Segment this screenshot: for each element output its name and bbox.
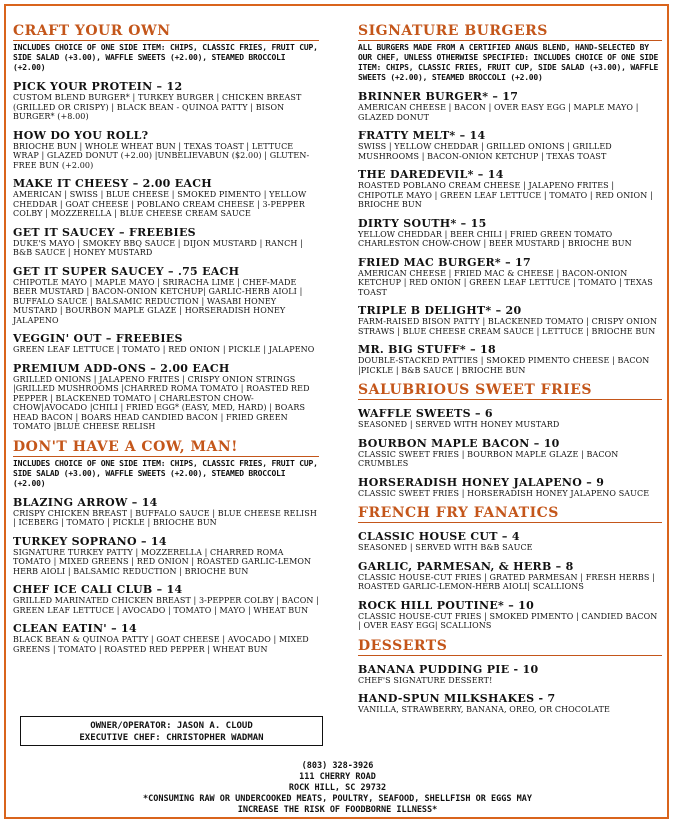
menu-item-name: DIRTY SOUTH* – 15 — [358, 216, 487, 230]
menu-item — [13, 497, 319, 528]
footer — [0, 761, 675, 816]
menu-item-description: CLASSIC SWEET FRIES | HORSERADISH HONEY JALAPENO SAUCE — [358, 488, 650, 498]
menu-item-description: AMERICAN CHEESE | BACON | OVER EASY EGG | MAPLE MAYO | GLAZED DONUT — [358, 103, 639, 122]
left-column — [13, 24, 319, 662]
menu-item — [13, 178, 319, 219]
menu-item — [358, 130, 662, 161]
menu-item-name: GET IT SUPER SAUCEY – .75 EACH — [13, 264, 240, 278]
consumer-warning: *CONSUMING RAW OR UNDERCOOKED MEATS, POULTRY, SEAFOOD, SHELLFISH OR EGGS MAY — [143, 794, 532, 804]
menu-item-name: PREMIUM ADD-ONS – 2.00 EACH — [13, 361, 230, 375]
menu-item — [358, 664, 662, 686]
menu-item-description: DUKE'S MAYO | SMOKEY BBQ SAUCE | DIJON MUSTARD | RANCH | B&B SAUCE | HONEY MUSTARD — [13, 238, 303, 257]
menu-item — [13, 584, 319, 615]
menu-item-description: DOUBLE-STACKED PATTIES | SMOKED PIMENTO CHEESE | BACON |PICKLE | B&B SAUCE | BRIOCHE BUN — [358, 356, 650, 375]
menu-item-description: YELLOW CHEDDAR | BEER CHILI | FRIED GREEN TOMATO CHARLESTON CHOW-CHOW | BEER MUSTARD | BRIOCHE BUN — [358, 229, 632, 248]
menu-item — [13, 536, 319, 577]
section-title: CRAFT YOUR OWN — [13, 24, 319, 41]
menu-item — [13, 363, 319, 432]
menu-item-name: PICK YOUR PROTEIN – 12 — [13, 80, 183, 93]
menu-item — [358, 344, 662, 375]
menu-item-name: ROCK HILL POUTINE* – 10 — [358, 598, 535, 612]
menu-item — [358, 169, 662, 210]
menu-item-description: VANILLA, STRAWBERRY, BANANA, OREO, OR CHOCOLATE — [358, 705, 610, 714]
menu-item — [358, 600, 662, 631]
section-title: SIGNATURE BURGERS — [358, 24, 662, 41]
section-note: INCLUDES CHOICE OF ONE SIDE ITEM: CHIPS, CLASSIC FRIES, FRUIT CUP, SIDE SALAD (+3.00), WAFFLE SWEETS (+2.00), STEAMED BROCCOLI (+2.00) — [13, 458, 318, 488]
menu-item-name: BLAZING ARROW – 14 — [13, 495, 158, 509]
menu-item-name: GET IT SAUCEY – FREEBIES — [13, 225, 196, 239]
menu-item — [358, 438, 662, 469]
menu-item — [358, 91, 662, 122]
menu-item-description: CLASSIC HOUSE-CUT FRIES | SMOKED PIMENTO | CANDIED BACON | OVER EASY EGG| SCALLIONS — [358, 611, 658, 630]
street-address: 111 CHERRY ROAD — [299, 772, 376, 782]
menu-item-description: BRIOCHE BUN | WHOLE WHEAT BUN | TEXAS TOAST | LETTUCE WRAP | GLAZED DONUT (+2.00) |UNBELIEVABUN ($2.00) | GLUTEN-FREE BUN (+2.00) — [13, 141, 310, 170]
section-desserts — [358, 639, 662, 715]
menu-item — [358, 408, 662, 430]
menu-item-description: CLASSIC SWEET FRIES | BOURBON MAPLE GLAZE | BACON CRUMBLES — [358, 449, 619, 468]
menu-item-description: GRILLED MARINATED CHICKEN BREAST | 3-PEPPER COLBY | BACON | GREEN LEAF LETTUCE | AVOCADO | TOMATO | MAYO | WHEAT BUN — [13, 596, 319, 615]
menu-item-name: CLEAN EATIN' – 14 — [13, 622, 137, 635]
menu-item-name: HORSERADISH HONEY JALAPENO – 9 — [358, 475, 605, 489]
menu-item-name: VEGGIN' OUT – FREEBIES — [13, 332, 183, 345]
section-title: SALUBRIOUS SWEET FRIES — [358, 383, 662, 400]
menu-item — [13, 130, 319, 171]
menu-item-description: CHEF'S SIGNATURE DESSERT! — [358, 675, 493, 685]
menu-item-description: GREEN LEAF LETTUCE | TOMATO | RED ONION | PICKLE | JALAPENO — [13, 345, 315, 354]
menu-item-name: WAFFLE SWEETS – 6 — [358, 407, 493, 420]
chef-line: EXECUTIVE CHEF: CHRISTOPHER WADMAN — [79, 733, 264, 743]
menu-item-name: HAND-SPUN MILKSHAKES - 7 — [358, 692, 556, 705]
menu-item — [358, 257, 662, 298]
right-column — [358, 24, 662, 723]
section-note: ALL BURGERS MADE FROM A CERTIFIED ANGUS BLEND, HAND-SELECTED BY OUR CHEF, UNLESS OTHERWISE SPECIFIED: INCLUDES CHOICE OF ONE SIDE ITEM: CHIPS, CLASSIC FRIES, FRUIT CUP, SIDE SALAD (+3.00), WAFFLE SWEETS (+2.00), STEAMED BROCCOLI (+2.00) — [358, 43, 659, 82]
menu-item-description: SWISS | YELLOW CHEDDAR | GRILLED ONIONS | GRILLED MUSHROOMS | BACON-ONION KETCHUP | TEXAS TOAST — [358, 142, 612, 161]
menu-item-description: AMERICAN | SWISS | BLUE CHEESE | SMOKED PIMENTO | YELLOW CHEDDAR | GOAT CHEESE | POBLANO CREAM CHEESE | 3-PEPPER COLBY | MOZZERELLA | BLUE CHEESE CREAM SAUCE — [13, 190, 307, 218]
menu-item-description: CUSTOM BLEND BURGER* | TURKEY BURGER | CHICKEN BREAST (GRILLED OR CRISPY) | BLACK BEAN - QUINOA PATTY | BISON BURGER* (+8.00) — [13, 93, 302, 121]
menu-item-description: SEASONED | SERVED WITH B&B SAUCE — [358, 543, 533, 552]
menu-item — [358, 561, 662, 592]
menu-item-description: FARM-RAISED BISON PATTY | BLACKENED TOMATO | CRISPY ONION STRAWS | BLUE CHEESE CREAM SAUCE | LETTUCE | BRIOCHE BUN — [358, 317, 658, 336]
menu-item-description: BLACK BEAN & QUINOA PATTY | GOAT CHEESE | AVOCADO | MIXED GREENS | TOMATO | ROASTED RED PEPPER | WHEAT BUN — [13, 635, 309, 654]
menu-item — [358, 693, 662, 715]
section-title: DON'T HAVE A COW, MAN! — [13, 440, 319, 457]
menu-item-description: GRILLED ONIONS | JALAPENO FRITES | CRISPY ONION STRINGS |GRILLED MUSHROOMS |CHARRED ROMA TOMATO | ROASTED RED PEPPER | BLACKENED TOMATO | CHARLESTON CHOW-CHOW|AVOCADO |CHILI | FRIED EGG* (EASY, MED, HARD) | BOARS HEAD BACON | BOARS HEAD CANDIED BACON | FRIED GREEN TOMATO |BLUE CHEESE RELISH — [13, 374, 310, 431]
menu-item — [358, 305, 662, 336]
menu-item — [358, 218, 662, 249]
menu-item-name: FRATTY MELT* – 14 — [358, 129, 486, 142]
menu-item-description: CHIPOTLE MAYO | MAPLE MAYO | SRIRACHA LIME | CHEF-MADE BEER MUSTARD | BACON-ONION KETCHUP| GARLIC-HERB AIOLI | BUFFALO SAUCE | BALSAMIC REDUCTION | WASABI HONEY MUSTARD | BOURBON MAPLE GLAZE | HORSERADISH HONEY JALAPENO — [13, 277, 303, 325]
section-title: DESSERTS — [358, 639, 662, 656]
menu-item-description: CRISPY CHICKEN BREAST | BUFFALO SAUCE | BLUE CHEESE RELISH | ICEBERG | TOMATO | PICKLE | BRIOCHE BUN — [13, 508, 317, 527]
menu-item-description: ROASTED POBLANO CREAM CHEESE | JALAPENO FRITES | CHIPOTLE MAYO | GREEN LEAF LETTUCE | TOMATO | RED ONION | BRIOCHE BUN — [358, 181, 653, 209]
owner-line: OWNER/OPERATOR: JASON A. CLOUD — [90, 721, 253, 731]
menu-item-name: BRINNER BURGER* – 17 — [358, 90, 519, 103]
menu-item-name: TRIPLE B DELIGHT* – 20 — [358, 304, 522, 317]
menu-item — [13, 623, 319, 654]
section-note: INCLUDES CHOICE OF ONE SIDE ITEM: CHIPS, CLASSIC FRIES, FRUIT CUP, SIDE SALAD (+3.00), WAFFLE SWEETS (+2.00), STEAMED BROCCOLI (+2.00) — [13, 43, 318, 72]
menu-item — [13, 227, 319, 258]
section-craft-your-own — [13, 24, 319, 432]
section-title: FRENCH FRY FANATICS — [358, 506, 662, 523]
menu-item — [13, 266, 319, 326]
menu-item — [13, 333, 319, 355]
menu-item-name: BANANA PUDDING PIE - 10 — [358, 662, 539, 676]
menu-item-description: CLASSIC HOUSE-CUT FRIES | GRATED PARMESAN | FRESH HERBS | ROASTED GARLIC-LEMON-HERB AIOLI| SCALLIONS — [358, 572, 655, 591]
consumer-warning-cont: INCREASE THE RISK OF FOODBORNE ILLNESS* — [237, 805, 438, 815]
menu-item-description: SIGNATURE TURKEY PATTY | MOZZERELLA | CHARRED ROMA TOMATO | MIXED GREENS | RED ONION | ROASTED GARLIC-LEMON HERB AIOLI | BALSAMIC REDUCTION | BRIOCHE BUN — [13, 547, 312, 576]
menu-item-name: MR. BIG STUFF* – 18 — [358, 343, 496, 356]
menu-item-name: HOW DO YOU ROLL? — [13, 128, 149, 142]
city-address: ROCK HILL, SC 29732 — [288, 783, 387, 793]
menu-item — [13, 81, 319, 122]
section-french-fry-fanatics — [358, 506, 662, 631]
section-signature-burgers — [358, 24, 662, 375]
menu-item-name: CLASSIC HOUSE CUT – 4 — [358, 530, 520, 543]
owner-box — [20, 716, 323, 746]
menu-item-name: MAKE IT CHEESY – 2.00 EACH — [13, 177, 213, 190]
section-salubrious-sweet-fries — [358, 383, 662, 498]
menu-item-name: TURKEY SOPRANO – 14 — [13, 534, 167, 548]
section-don-t-have-a-cow-man — [13, 440, 319, 655]
menu-item-description: AMERICAN CHEESE | FRIED MAC & CHEESE | BACON-ONION KETCHUP | RED ONION | GREEN LEAF LETTUCE | TOMATO | TEXAS TOAST — [358, 268, 653, 297]
menu-item-name: CHEF ICE CALI CLUB – 14 — [13, 583, 183, 596]
menu-item-name: THE DAREDEVIL* – 14 — [358, 168, 504, 181]
menu-item-name: FRIED MAC BURGER* – 17 — [358, 255, 531, 269]
menu-item-description: SEASONED | SERVED WITH HONEY MUSTARD — [358, 420, 560, 429]
menu-item-name: BOURBON MAPLE BACON – 10 — [358, 436, 560, 450]
menu-item-name: GARLIC, PARMESAN, & HERB – 8 — [358, 559, 574, 573]
menu-item — [358, 477, 662, 499]
menu-item — [358, 531, 662, 553]
phone-number: (803) 328-3926 — [301, 761, 374, 771]
